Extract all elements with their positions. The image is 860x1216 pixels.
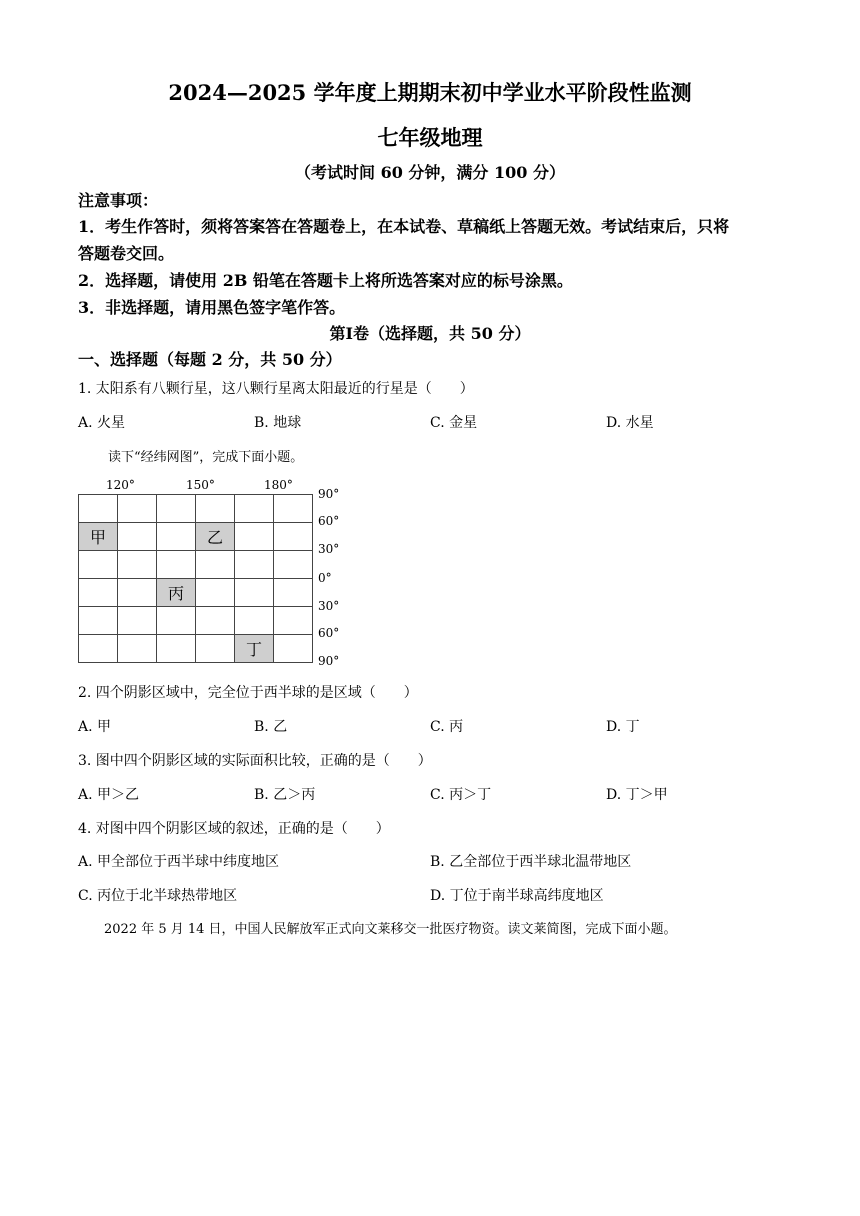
region-jia: 甲 xyxy=(79,523,118,551)
lat-label-60s: 60° xyxy=(318,626,340,640)
question-3-option-b: B. 乙＞丙 xyxy=(254,787,316,803)
lat-label-90n: 90° xyxy=(318,487,340,501)
question-1-option-c: C. 金星 xyxy=(430,415,478,431)
question-1-stem: 1. 太阳系有八颗行星，这八颗行星离太阳最近的行星是（ ） xyxy=(78,381,474,397)
note-item-1-line-1: 1．考生作答时，须将答案答在答题卷上，在本试卷、草稿纸上答题无效。考试结束后，只将 xyxy=(78,217,730,236)
region-yi: 乙 xyxy=(196,523,235,551)
question-1-option-d: D. 水星 xyxy=(606,415,654,431)
question-4-option-c: C. 丙位于北半球热带地区 xyxy=(78,888,238,904)
question-2-option-b: B. 乙 xyxy=(254,719,288,735)
part-title: 第Ⅰ卷（选择题，共 50 分） xyxy=(329,324,531,343)
note-item-2: 2．选择题，请使用 2B 铅笔在答题卡上将所选答案对应的标号涂黑。 xyxy=(78,271,573,290)
brunei-intro: 2022 年 5 月 14 日，中国人民解放军正式向文莱移交一批医疗物资。读文莱简图，完成下面小题。 xyxy=(104,922,677,937)
subject-title: 七年级地理 xyxy=(377,125,483,150)
question-2-stem: 2. 四个阴影区域中，完全位于西半球的是区域（ ） xyxy=(78,685,418,701)
note-item-1-line-2: 答题卷交回。 xyxy=(78,244,175,263)
exam-info: （考试时间 60 分钟，满分 100 分） xyxy=(295,163,565,182)
lat-label-90s: 90° xyxy=(318,654,340,668)
exam-title: 2024—2025 学年度上期期末初中学业水平阶段性监测 xyxy=(168,80,692,105)
section-heading: 一、选择题（每题 2 分，共 50 分） xyxy=(78,350,342,369)
map-intro: 读下“经纬网图”，完成下面小题。 xyxy=(108,450,304,465)
question-3-option-c: C. 丙＞丁 xyxy=(430,787,492,803)
question-1-option-a: A. 火星 xyxy=(78,415,126,431)
question-4-stem: 4. 对图中四个阴影区域的叙述，正确的是（ ） xyxy=(78,821,390,837)
question-2-option-a: A. 甲 xyxy=(78,719,112,735)
lat-label-60n: 60° xyxy=(318,514,340,528)
question-4-option-d: D. 丁位于南半球高纬度地区 xyxy=(430,888,604,904)
question-3-option-a: A. 甲＞乙 xyxy=(78,787,140,803)
notes-heading: 注意事项： xyxy=(78,191,159,210)
lat-label-0: 0° xyxy=(318,571,332,585)
question-3-stem: 3. 图中四个阴影区域的实际面积比较，正确的是（ ） xyxy=(78,753,432,769)
lat-label-30n: 30° xyxy=(318,542,340,556)
lat-label-30s: 30° xyxy=(318,599,340,613)
lon-label-150: 150° xyxy=(186,478,215,492)
question-4-option-a: A. 甲全部位于西半球中纬度地区 xyxy=(78,854,280,870)
lon-label-120: 120° xyxy=(106,478,135,492)
question-2-option-c: C. 丙 xyxy=(430,719,464,735)
question-3-option-d: D. 丁＞甲 xyxy=(606,787,668,803)
question-4-option-b: B. 乙全部位于西半球北温带地区 xyxy=(430,854,632,870)
region-bing: 丙 xyxy=(157,579,196,607)
region-ding: 丁 xyxy=(235,635,274,663)
note-item-3: 3．非选择题，请用黑色签字笔作答。 xyxy=(78,298,346,317)
question-1-option-b: B. 地球 xyxy=(254,415,302,431)
graticule-grid xyxy=(78,494,313,663)
lon-label-180: 180° xyxy=(264,478,293,492)
question-2-option-d: D. 丁 xyxy=(606,719,640,735)
